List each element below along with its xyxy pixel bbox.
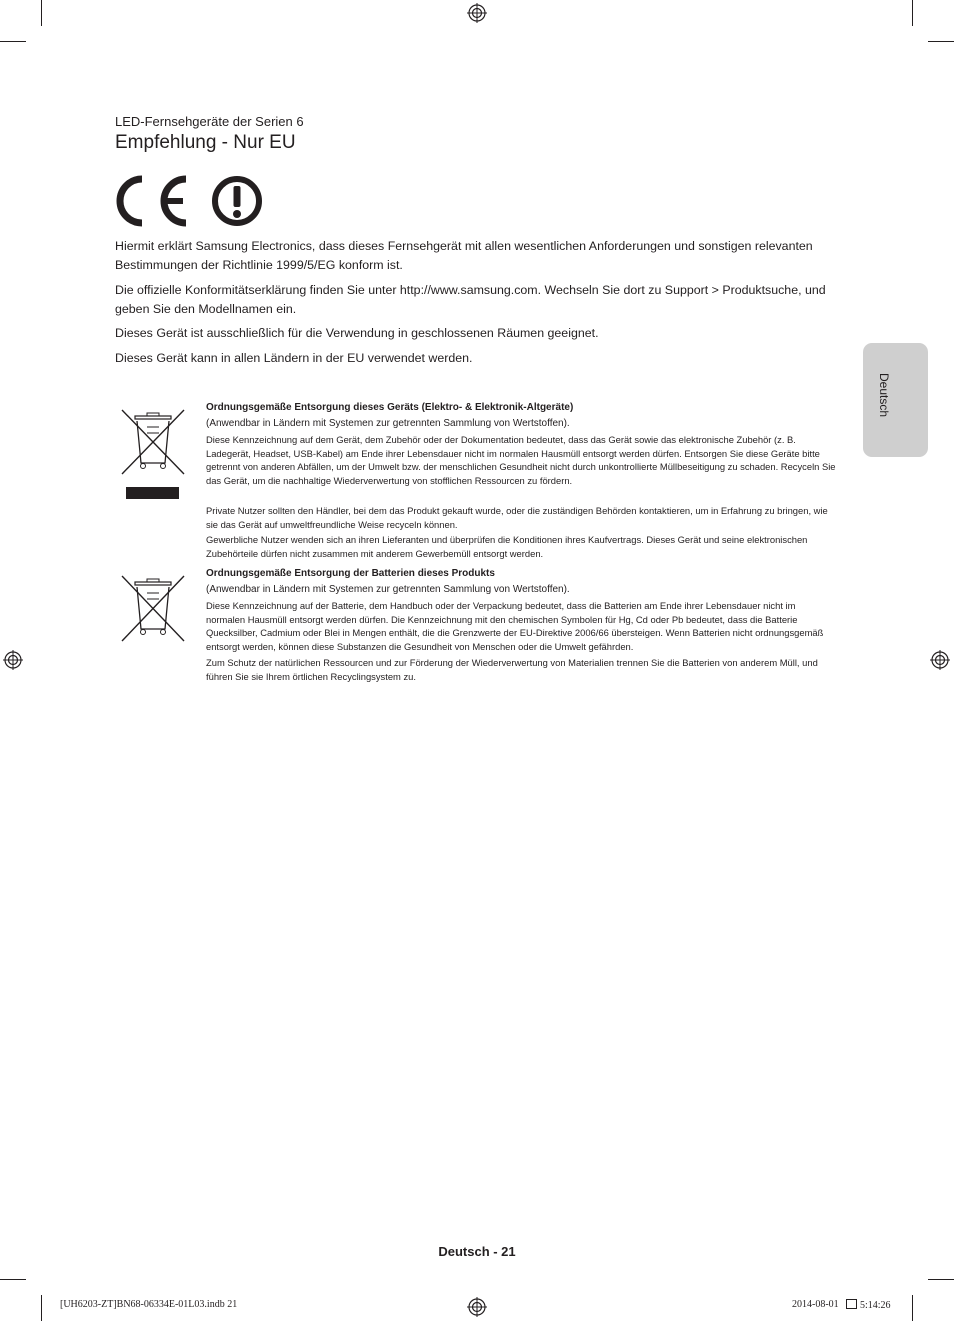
certification-marks [115, 175, 265, 227]
crop-mark-top-right-v [912, 0, 913, 26]
indoor-use-paragraph: Dieses Gerät ist ausschließlich für die Verwendung in geschlossenen Räumen geeignet. [115, 326, 599, 340]
ce-mark-icon [120, 179, 186, 223]
clock-glyph-icon [846, 1299, 857, 1309]
registration-mark-icon [930, 650, 950, 670]
side-tab-label: Deutsch [877, 373, 891, 418]
battery-disposal-recycling: Zum Schutz der natürlichen Ressourcen und zur Förderung der Wiederverwertung von Materialien trennen Sie die Batterien von anderem Müll, und führen Sie sie Ihrem örtlichen Recyclingsystem zu. [206, 657, 818, 682]
footer-file-name: [UH6203-ZT]BN68-06334E-01L03.indb 21 [60, 1299, 238, 1310]
product-disposal-subheading: (Anwendbar in Ländern mit Systemen zur getrennten Sammlung von Wertstoffen). [206, 418, 570, 429]
alert-mark-icon [215, 179, 259, 223]
declaration-paragraph: Hiermit erklärt Samsung Electronics, dass dieses Fernsehgerät mit allen wesentlichen Anforderungen und sonstigen relevanten Bestimmungen der Richtlinie 1999/5/EG konform ist. [115, 239, 813, 272]
conformity-paragraph: Die offizielle Konformitätserklärung finden Sie unter http://www.samsung.com. Wechseln Sie dort zu Support > Produktsuche, und geben Sie den Modellnamen ein. [115, 283, 826, 316]
battery-disposal-text: Diese Kennzeichnung auf der Batterie, dem Handbuch oder der Verpackung bedeutet, dass die Batterien am Ende ihrer Lebensdauer nicht im normalen Hausmüll entsorgt werden dürfen. Die Kennzeichnung mit den chemischen Symbolen für Hg, Cd oder Pb bedeutet, dass die Batterie Quecksilber, Cadmium oder Blei in Mengen enthält, die die Grenzwerte der EU-Direktive 2006/66 übersteigen. Wenn Batterien nicht ordnungsgemäß entsorgt werden, können diese Substanzen die Gesundheit von Menschen oder die Umwelt gefährden. [206, 600, 824, 652]
crop-mark-bottom-left-h [0, 1279, 26, 1280]
crossed-bin-battery-icon [119, 573, 187, 645]
product-disposal-commercial: Gewerbliche Nutzer wenden sich an ihren Lieferanten und überprüfen die Konditionen ihres Kaufvertrags. Dieses Gerät und seine elektronischen Zubehörteile dürfen nicht zusammen mit anderem Gewerbemüll entsorgt werden. [206, 534, 808, 559]
footer-time [846, 1299, 891, 1311]
product-disposal-text: Diese Kennzeichnung auf dem Gerät, dem Zubehör oder der Dokumentation bedeutet, dass das Gerät sowie das elektronische Zubehör (z. B. Ladegerät, Headset, USB-Kabel) am Ende ihrer Lebensdauer nicht im normalen Hausmüll entsorgt werden dürfen. Entsorgen Sie diese Geräte bitte getrennt von anderen Abfällen, um der Umwelt bzw. der menschlichen Gesundheit nicht durch unkontrollierte Müllbeseitigung zu schaden. Recyceln Sie das Gerät, um die nachhaltige Wiederverwertung von stofflichen Ressourcen zu fördern. [206, 434, 836, 486]
language-side-tab [863, 343, 928, 457]
registration-mark-icon [467, 3, 487, 23]
page-number: Deutsch - 21 [438, 1244, 516, 1259]
crossed-bin-icon [119, 407, 187, 503]
battery-disposal-heading: Ordnungsgemäße Entsorgung der Batterien dieses Produkts [206, 568, 495, 579]
registration-mark-icon [467, 1297, 487, 1317]
crop-mark-bottom-right-h [928, 1279, 954, 1280]
battery-disposal-subheading: (Anwendbar in Ländern mit Systemen zur getrennten Sammlung von Wertstoffen). [206, 584, 570, 595]
registration-mark-icon [3, 650, 23, 670]
page-title: Empfehlung - Nur EU [115, 132, 296, 153]
series-label: LED-Fernsehgeräte der Serien 6 [115, 114, 304, 129]
crop-mark-top-left-h [0, 41, 26, 42]
crop-mark-bottom-left-v [41, 1295, 42, 1321]
eu-use-paragraph: Dieses Gerät kann in allen Ländern in der EU verwendet werden. [115, 351, 473, 365]
crop-mark-top-left-v [41, 0, 42, 26]
crop-mark-bottom-right-v [912, 1295, 913, 1321]
product-disposal-private: Private Nutzer sollten den Händler, bei dem das Produkt gekauft wurde, oder die zuständigen Behörden kontaktieren, um in Erfahrung zu bringen, wie sie das Gerät auf umweltfreundliche Weise recyceln können. [206, 505, 828, 530]
footer-date: 2014-08-01 [792, 1299, 839, 1310]
product-disposal-heading: Ordnungsgemäße Entsorgung dieses Geräts (Elektro- & Elektronik-Altgeräte) [206, 402, 574, 413]
footer-time-value: 5:14:26 [860, 1300, 891, 1311]
crop-mark-top-right-h [928, 41, 954, 42]
